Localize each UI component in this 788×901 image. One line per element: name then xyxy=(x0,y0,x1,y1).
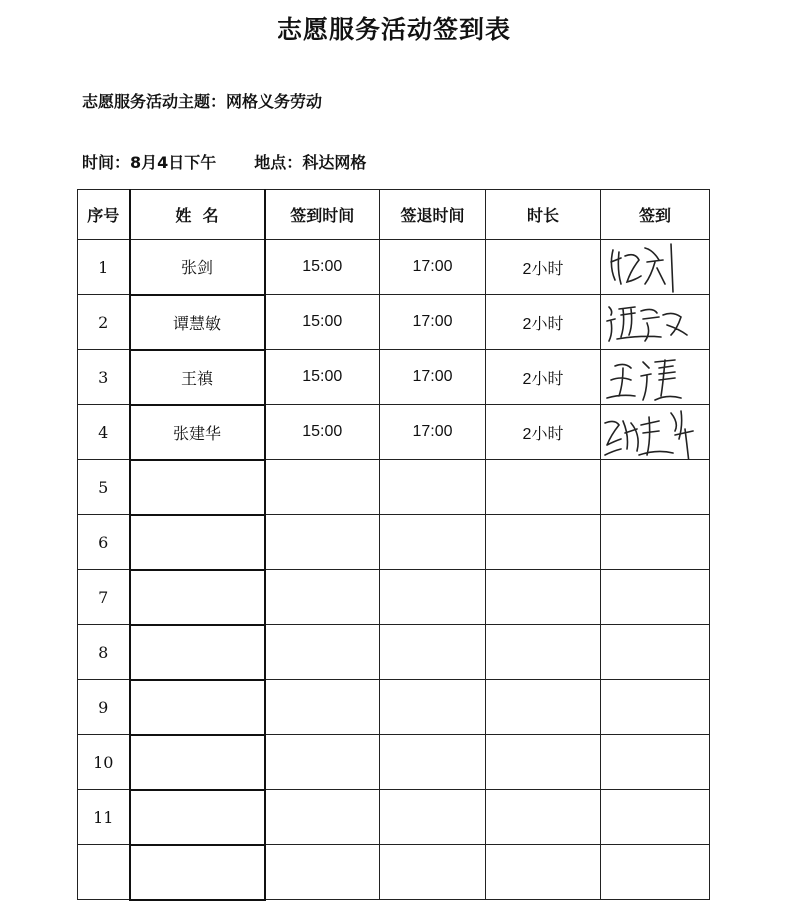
cell-duration xyxy=(486,460,601,515)
time-label: 时间： xyxy=(82,153,131,172)
cell-duration: 2小时 xyxy=(486,350,601,405)
cell-signature xyxy=(601,295,710,350)
cell-signature xyxy=(601,790,710,845)
cell-signature xyxy=(601,735,710,790)
cell-checkout: 17:00 xyxy=(380,240,486,295)
table-row xyxy=(78,295,710,350)
table-row xyxy=(78,350,710,405)
cell-name xyxy=(130,625,265,680)
place-value: 科达网格 xyxy=(302,153,367,172)
activity-theme xyxy=(82,89,322,112)
cell-checkin xyxy=(265,570,380,625)
cell-index: 4 xyxy=(78,405,130,460)
cell-index: 11 xyxy=(78,790,130,845)
cell-checkin: 15:00 xyxy=(265,295,380,350)
table-row xyxy=(78,625,710,680)
cell-checkout: 17:00 xyxy=(380,350,486,405)
header-index: 序号 xyxy=(78,190,130,240)
cell-duration: 2小时 xyxy=(486,240,601,295)
table-row xyxy=(78,735,710,790)
cell-signature xyxy=(601,405,710,460)
cell-duration xyxy=(486,735,601,790)
cell-checkout xyxy=(380,735,486,790)
cell-checkin: 15:00 xyxy=(265,240,380,295)
cell-index: 8 xyxy=(78,625,130,680)
theme-value: 网格义务劳动 xyxy=(226,92,323,111)
cell-name: 张剑 xyxy=(130,240,265,295)
cell-duration: 2小时 xyxy=(486,295,601,350)
cell-checkin xyxy=(265,790,380,845)
cell-index: 5 xyxy=(78,460,130,515)
cell-index xyxy=(78,845,130,900)
cell-signature xyxy=(601,570,710,625)
cell-name: 谭慧敏 xyxy=(130,295,265,350)
cell-signature xyxy=(601,625,710,680)
header-name: 姓 名 xyxy=(130,190,265,240)
cell-checkout xyxy=(380,845,486,900)
cell-checkout xyxy=(380,790,486,845)
cell-checkout xyxy=(380,515,486,570)
cell-signature xyxy=(601,240,710,295)
header-signature: 签到 xyxy=(601,190,710,240)
cell-index: 3 xyxy=(78,350,130,405)
activity-time-place xyxy=(82,150,366,173)
cell-checkin xyxy=(265,460,380,515)
cell-checkin xyxy=(265,680,380,735)
cell-checkin xyxy=(265,845,380,900)
place-label: 地点： xyxy=(254,153,303,172)
header-checkout: 签退时间 xyxy=(380,190,486,240)
table-row xyxy=(78,790,710,845)
cell-checkin xyxy=(265,735,380,790)
cell-index: 9 xyxy=(78,680,130,735)
cell-signature xyxy=(601,845,710,900)
cell-checkout xyxy=(380,625,486,680)
cell-signature xyxy=(601,680,710,735)
cell-duration xyxy=(486,680,601,735)
table-row xyxy=(78,405,710,460)
table-row xyxy=(78,515,710,570)
cell-index: 6 xyxy=(78,515,130,570)
cell-checkout xyxy=(380,680,486,735)
table-header-row xyxy=(78,190,710,240)
cell-duration xyxy=(486,515,601,570)
handwritten-signature xyxy=(601,350,709,404)
cell-signature xyxy=(601,350,710,405)
cell-duration xyxy=(486,845,601,900)
handwritten-signature xyxy=(601,405,709,459)
cell-name: 张建华 xyxy=(130,405,265,460)
cell-name xyxy=(130,845,265,900)
table-row xyxy=(78,570,710,625)
cell-checkout: 17:00 xyxy=(380,295,486,350)
cell-checkin: 15:00 xyxy=(265,350,380,405)
cell-duration xyxy=(486,570,601,625)
cell-index: 10 xyxy=(78,735,130,790)
cell-duration xyxy=(486,790,601,845)
cell-checkout xyxy=(380,570,486,625)
cell-signature xyxy=(601,515,710,570)
cell-checkin xyxy=(265,625,380,680)
handwritten-signature xyxy=(601,295,709,349)
cell-name xyxy=(130,735,265,790)
cell-index: 1 xyxy=(78,240,130,295)
table-row xyxy=(78,680,710,735)
cell-index: 7 xyxy=(78,570,130,625)
cell-name xyxy=(130,790,265,845)
table-row xyxy=(78,460,710,515)
cell-checkout: 17:00 xyxy=(380,405,486,460)
cell-checkin: 15:00 xyxy=(265,405,380,460)
cell-name xyxy=(130,680,265,735)
header-checkin: 签到时间 xyxy=(265,190,380,240)
cell-name: 王禛 xyxy=(130,350,265,405)
table-row xyxy=(78,240,710,295)
header-duration: 时长 xyxy=(486,190,601,240)
cell-duration xyxy=(486,625,601,680)
page-title: 志愿服务活动签到表 xyxy=(276,15,511,44)
handwritten-signature xyxy=(601,240,709,294)
signin-table xyxy=(77,189,710,901)
cell-signature xyxy=(601,460,710,515)
cell-name xyxy=(130,515,265,570)
cell-name xyxy=(130,460,265,515)
cell-name xyxy=(130,570,265,625)
cell-index: 2 xyxy=(78,295,130,350)
cell-checkout xyxy=(380,460,486,515)
time-value: 8月4日下午 xyxy=(130,153,217,172)
cell-duration: 2小时 xyxy=(486,405,601,460)
table-row xyxy=(78,845,710,900)
theme-label: 志愿服务活动主题： xyxy=(82,92,227,111)
cell-checkin xyxy=(265,515,380,570)
